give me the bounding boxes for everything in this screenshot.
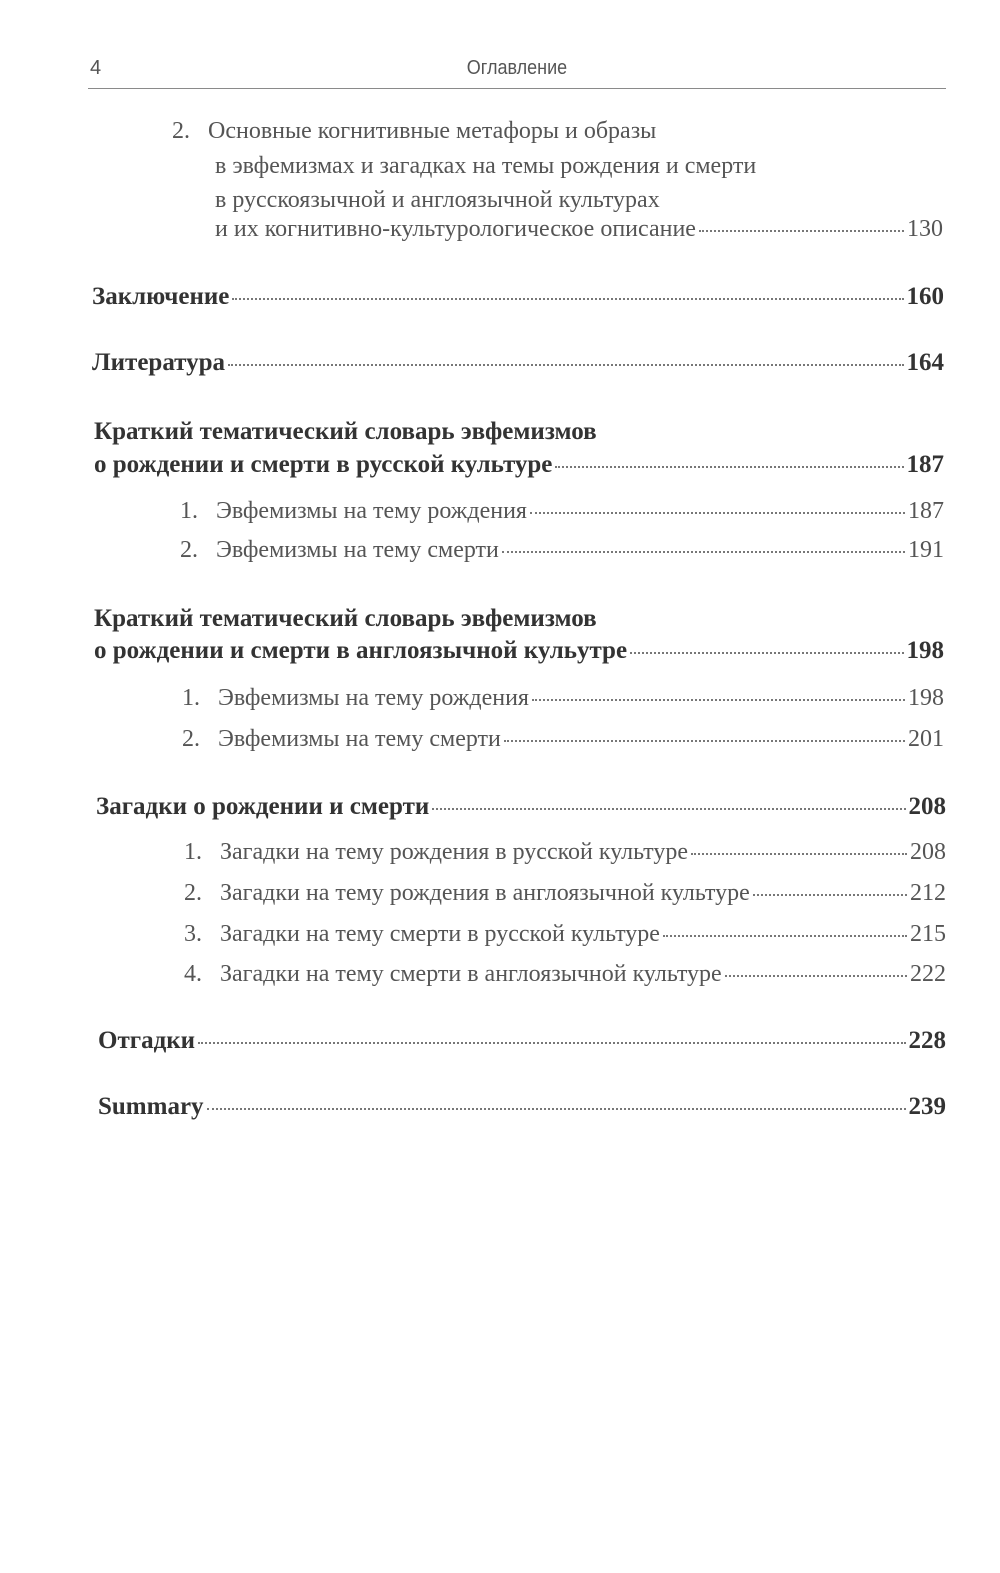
item-number: 2. (184, 880, 202, 906)
toc-subentry-riddles-2[interactable] (184, 880, 946, 907)
entry-title: Заключение (92, 283, 230, 310)
page-ref: 215 (910, 921, 946, 947)
page-ref: 239 (908, 1093, 946, 1120)
page-ref: 198 (908, 685, 944, 711)
toc-item-2-line-3: в русскоязычной и англоязычной культурах (215, 187, 660, 213)
page-ref: 198 (906, 637, 944, 664)
toc-entry-conclusion[interactable] (92, 283, 944, 311)
dot-leader (530, 512, 905, 514)
toc-subentry-riddles-4[interactable] (184, 961, 946, 988)
toc-subentry-riddles-1[interactable] (184, 839, 946, 866)
entry-title: Литература (92, 349, 226, 376)
entry-title: Загадки на тему рождения в англоязычной культуре (220, 880, 750, 906)
page-ref: 130 (907, 216, 943, 242)
item-text: и их когнитивно-культурологическое описание (215, 216, 696, 242)
item-number: 1. (182, 685, 200, 711)
running-header (88, 52, 946, 89)
page-ref: 187 (908, 498, 944, 524)
toc-entry-dict-ru[interactable] (94, 451, 944, 479)
dot-leader (502, 551, 905, 553)
page-ref: 201 (908, 726, 944, 752)
dot-leader (232, 298, 903, 300)
dot-leader (630, 652, 903, 654)
page-ref: 212 (910, 880, 946, 906)
page-ref: 208 (908, 793, 946, 820)
entry-title: Эвфемизмы на тему смерти (216, 537, 499, 563)
toc-item-2-line-4[interactable] (215, 216, 943, 243)
dot-leader (228, 364, 903, 366)
toc-item-2-line-2: в эвфемизмах и загадках на темы рождения и смерти (215, 153, 757, 179)
toc-subentry-dict-ru-2[interactable] (180, 537, 944, 564)
dot-leader (753, 894, 907, 896)
dot-leader (555, 466, 903, 468)
toc-subentry-dict-en-1[interactable] (182, 685, 944, 712)
item-number: 1. (180, 498, 198, 524)
entry-title: Эвфемизмы на тему рождения (218, 685, 529, 711)
toc-entry-literature[interactable] (92, 349, 944, 377)
dot-leader (699, 230, 904, 232)
page-ref: 208 (910, 839, 946, 865)
toc-entry-riddles[interactable] (96, 793, 946, 821)
dot-leader (198, 1042, 905, 1044)
entry-title: Загадки на тему смерти в англоязычной культуре (220, 961, 722, 987)
toc-subentry-riddles-3[interactable] (184, 921, 946, 948)
entry-title: Загадки на тему рождения в русской культуре (220, 839, 688, 865)
item-text: Основные когнитивные метафоры и образы (208, 118, 657, 144)
dot-leader (432, 808, 905, 810)
item-number: 2. (172, 118, 190, 144)
page-ref: 191 (908, 537, 944, 563)
item-number: 1. (184, 839, 202, 865)
entry-title: Загадки на тему смерти в русской культуре (220, 921, 660, 947)
page-ref: 228 (908, 1027, 946, 1054)
item-number: 3. (184, 921, 202, 947)
page-ref: 160 (906, 283, 944, 310)
dot-leader (532, 699, 905, 701)
entry-title: Summary (98, 1093, 204, 1120)
toc-entry-summary[interactable] (98, 1093, 946, 1121)
dot-leader (207, 1108, 906, 1110)
toc-item-2-line-1 (172, 118, 656, 145)
item-number: 4. (184, 961, 202, 987)
running-title: Оглавление (466, 57, 568, 79)
entry-title: Эвфемизмы на тему рождения (216, 498, 527, 524)
toc-entry-answers[interactable] (98, 1027, 946, 1055)
dot-leader (725, 975, 907, 977)
item-number: 2. (182, 726, 200, 752)
entry-title: Отгадки (98, 1027, 196, 1054)
entry-title: Эвфемизмы на тему смерти (218, 726, 501, 752)
toc-entry-dict-en[interactable] (94, 637, 944, 665)
page-ref: 222 (910, 961, 946, 987)
dot-leader (504, 740, 905, 742)
entry-title: о рождении и смерти в русской культуре (94, 451, 553, 478)
toc-entry-dict-en-line-1: Краткий тематический словарь эвфемизмов (94, 605, 597, 632)
toc-entry-dict-ru-line-1: Краткий тематический словарь эвфемизмов (94, 418, 597, 445)
page-number: 4 (90, 57, 102, 79)
entry-title: о рождении и смерти в англоязычной кульутре (94, 637, 628, 664)
dot-leader (663, 935, 907, 937)
dot-leader (691, 853, 907, 855)
page-ref: 187 (906, 451, 944, 478)
item-number: 2. (180, 537, 198, 563)
page-ref: 164 (906, 349, 944, 376)
toc-subentry-dict-en-2[interactable] (182, 726, 944, 753)
entry-title: Загадки о рождении и смерти (96, 793, 430, 820)
toc-subentry-dict-ru-1[interactable] (180, 498, 944, 525)
